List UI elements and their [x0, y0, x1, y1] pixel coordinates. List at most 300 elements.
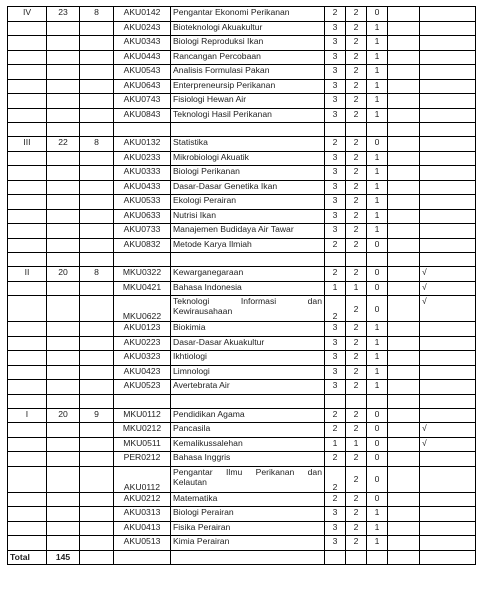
empty-cell: [388, 253, 420, 267]
course-row: [8, 108, 476, 123]
check-mark: [420, 507, 476, 522]
sks-total: 2: [325, 296, 346, 322]
check-mark: [420, 94, 476, 109]
course-row: [8, 296, 476, 322]
empty-cell: [388, 209, 420, 224]
curriculum-table: [7, 6, 476, 565]
course-row: [8, 466, 476, 492]
empty-cell: [388, 267, 420, 282]
empty-cell: [8, 123, 47, 137]
sks-total: 3: [325, 21, 346, 36]
sks-theory: 2: [346, 296, 367, 322]
sks-practice: 1: [367, 224, 388, 239]
empty-cell: [47, 507, 80, 522]
empty-cell: [47, 180, 80, 195]
empty-cell: [8, 79, 47, 94]
empty-cell: [47, 238, 80, 253]
course-row: [8, 336, 476, 351]
empty-cell: [325, 394, 346, 408]
empty-cell: [80, 151, 114, 166]
check-mark: [420, 322, 476, 337]
sks-theory: 2: [346, 492, 367, 507]
course-row: [8, 536, 476, 551]
empty-cell: [8, 65, 47, 80]
course-row: [8, 452, 476, 467]
course-name: Pendidikan Agama: [171, 408, 325, 423]
course-code: AKU0233: [114, 151, 171, 166]
course-row: [8, 166, 476, 181]
check-mark: [420, 180, 476, 195]
empty-cell: [388, 492, 420, 507]
course-code: AKU0643: [114, 79, 171, 94]
sks-theory: 2: [346, 79, 367, 94]
sks-theory: 2: [346, 408, 367, 423]
course-code: MKU0421: [114, 281, 171, 296]
check-mark: √: [420, 281, 476, 296]
empty-cell: [8, 322, 47, 337]
course-name: Dasar-Dasar Genetika Ikan: [171, 180, 325, 195]
empty-cell: [388, 137, 420, 152]
check-mark: √: [420, 423, 476, 438]
course-code: AKU0123: [114, 322, 171, 337]
empty-cell: [388, 507, 420, 522]
check-mark: [420, 36, 476, 51]
empty-cell: [80, 209, 114, 224]
course-name: Kemalikussalehan: [171, 437, 325, 452]
sks-total: 3: [325, 380, 346, 395]
sks-theory: 2: [346, 507, 367, 522]
course-name-line: [173, 296, 322, 306]
empty-cell: [47, 123, 80, 137]
empty-cell: [388, 437, 420, 452]
sks-practice: 0: [367, 408, 388, 423]
course-name-word: Perikanan: [255, 466, 295, 477]
empty-cell: [80, 437, 114, 452]
empty-cell: [8, 36, 47, 51]
check-mark: [420, 492, 476, 507]
course-name: Pengantar Ekonomi Perikanan: [171, 7, 325, 22]
sks-total: 2: [325, 267, 346, 282]
empty-cell: [388, 50, 420, 65]
course-name: Biologi Perikanan: [171, 166, 325, 181]
empty-cell: [80, 365, 114, 380]
empty-cell: [388, 351, 420, 366]
empty-cell: [80, 296, 114, 322]
sks-theory: 2: [346, 536, 367, 551]
course-code: AKU0243: [114, 21, 171, 36]
empty-cell: [388, 408, 420, 423]
empty-cell: [388, 296, 420, 322]
empty-cell: [47, 380, 80, 395]
empty-cell: [47, 151, 80, 166]
empty-cell: [80, 94, 114, 109]
empty-cell: [80, 521, 114, 536]
sks-theory: 2: [346, 209, 367, 224]
course-code: AKU0843: [114, 108, 171, 123]
course-code: AKU0633: [114, 209, 171, 224]
course-name-word: Pengantar: [173, 466, 213, 477]
empty-cell: [47, 394, 80, 408]
check-mark: [420, 536, 476, 551]
empty-cell: [388, 65, 420, 80]
course-name: Biologi Reproduksi Ikan: [171, 36, 325, 51]
sks-total: 3: [325, 50, 346, 65]
course-name-line: Kelautan: [173, 476, 207, 487]
empty-cell: [388, 423, 420, 438]
empty-cell: [47, 209, 80, 224]
sks-total: 3: [325, 94, 346, 109]
empty-cell: [47, 79, 80, 94]
course-name: Biologi Perairan: [171, 507, 325, 522]
sks-total: 2: [325, 137, 346, 152]
sks-practice: 1: [367, 50, 388, 65]
course-code: MKU0322: [114, 267, 171, 282]
course-name: Statistika: [171, 137, 325, 152]
spacer-row: [8, 394, 476, 408]
check-mark: [420, 466, 476, 492]
sks-practice: 0: [367, 137, 388, 152]
check-mark: [420, 65, 476, 80]
sks-practice: 1: [367, 79, 388, 94]
empty-cell: [47, 452, 80, 467]
empty-cell: [8, 195, 47, 210]
course-row: [8, 437, 476, 452]
empty-cell: [171, 253, 325, 267]
empty-cell: [388, 336, 420, 351]
sks-theory: 2: [346, 151, 367, 166]
course-code: AKU0323: [114, 351, 171, 366]
check-mark: [420, 408, 476, 423]
course-name: Biokimia: [171, 322, 325, 337]
empty-cell: [8, 209, 47, 224]
sks-total: 3: [325, 195, 346, 210]
sks-theory: 2: [346, 36, 367, 51]
course-name-line: [173, 467, 322, 477]
course-count-cell: 9: [80, 408, 114, 423]
empty-cell: [8, 108, 47, 123]
course-row: [8, 209, 476, 224]
course-code: MKU0212: [114, 423, 171, 438]
empty-cell: [8, 224, 47, 239]
course-name: Kewarganegaraan: [171, 267, 325, 282]
empty-cell: [171, 123, 325, 137]
empty-cell: [346, 394, 367, 408]
sks-total: 3: [325, 224, 346, 239]
empty-cell: [171, 394, 325, 408]
sks-practice: 1: [367, 151, 388, 166]
empty-cell: [325, 123, 346, 137]
empty-cell: [388, 550, 420, 564]
sks-total: 3: [325, 521, 346, 536]
sks-total: 3: [325, 507, 346, 522]
empty-cell: [388, 108, 420, 123]
course-row: [8, 365, 476, 380]
check-mark: √: [420, 267, 476, 282]
course-row: [8, 21, 476, 36]
sks-theory: 2: [346, 108, 367, 123]
empty-cell: [388, 365, 420, 380]
empty-cell: [80, 50, 114, 65]
empty-cell: [388, 195, 420, 210]
empty-cell: [47, 65, 80, 80]
empty-cell: [47, 50, 80, 65]
course-code: AKU0413: [114, 521, 171, 536]
course-code: AKU0313: [114, 507, 171, 522]
course-row: [8, 322, 476, 337]
course-code: AKU0743: [114, 94, 171, 109]
check-mark: √: [420, 296, 476, 322]
empty-cell: [388, 123, 420, 137]
sks-total: 2: [325, 466, 346, 492]
check-mark: √: [420, 437, 476, 452]
empty-cell: [47, 296, 80, 322]
course-name-word: dan: [307, 296, 322, 306]
course-row: [8, 380, 476, 395]
empty-cell: [80, 466, 114, 492]
course-name: Analisis Formulasi Pakan: [171, 65, 325, 80]
sks-total-cell: 23: [47, 7, 80, 22]
empty-cell: [80, 351, 114, 366]
course-row: [8, 521, 476, 536]
semester-cell: II: [8, 267, 47, 282]
empty-cell: [388, 466, 420, 492]
check-mark: [420, 7, 476, 22]
sks-practice: 1: [367, 507, 388, 522]
sks-theory: 2: [346, 351, 367, 366]
empty-cell: [47, 108, 80, 123]
course-row: [8, 151, 476, 166]
check-mark: [420, 380, 476, 395]
course-code: AKU0523: [114, 380, 171, 395]
sks-theory: 2: [346, 94, 367, 109]
course-code: AKU0533: [114, 195, 171, 210]
sks-theory: 2: [346, 336, 367, 351]
check-mark: [420, 521, 476, 536]
check-mark: [420, 224, 476, 239]
sks-practice: 1: [367, 351, 388, 366]
course-name: [171, 466, 325, 492]
empty-cell: [80, 380, 114, 395]
sks-theory: 2: [346, 224, 367, 239]
empty-cell: [8, 507, 47, 522]
empty-cell: [8, 380, 47, 395]
check-mark: [420, 452, 476, 467]
check-mark: [420, 195, 476, 210]
sks-practice: 1: [367, 180, 388, 195]
check-mark: [420, 137, 476, 152]
sks-theory: 2: [346, 466, 367, 492]
empty-cell: [388, 151, 420, 166]
empty-cell: [388, 79, 420, 94]
sks-practice: 0: [367, 492, 388, 507]
sks-total: 3: [325, 36, 346, 51]
course-code: AKU0423: [114, 365, 171, 380]
empty-cell: [80, 21, 114, 36]
empty-cell: [8, 336, 47, 351]
empty-cell: [325, 550, 346, 564]
course-row: [8, 351, 476, 366]
sks-theory: 2: [346, 267, 367, 282]
sks-total: 3: [325, 65, 346, 80]
empty-cell: [80, 36, 114, 51]
check-mark: [420, 365, 476, 380]
empty-cell: [8, 50, 47, 65]
sks-total: 3: [325, 536, 346, 551]
course-code: AKU0543: [114, 65, 171, 80]
empty-cell: [8, 166, 47, 181]
course-name: Matematika: [171, 492, 325, 507]
empty-cell: [47, 322, 80, 337]
empty-cell: [47, 224, 80, 239]
sks-practice: 0: [367, 238, 388, 253]
sks-practice: 0: [367, 296, 388, 322]
sks-practice: 1: [367, 21, 388, 36]
course-row: [8, 36, 476, 51]
sks-theory: 2: [346, 521, 367, 536]
sks-theory: 2: [346, 380, 367, 395]
course-name: Fisiologi Hewan Air: [171, 94, 325, 109]
course-name-word: Teknologi: [173, 296, 210, 306]
course-code: AKU0832: [114, 238, 171, 253]
spacer-row: [8, 123, 476, 137]
course-name-word: dan: [307, 466, 322, 477]
course-code: AKU0142: [114, 7, 171, 22]
empty-cell: [388, 380, 420, 395]
empty-cell: [47, 166, 80, 181]
course-name-word: Ilmu: [226, 466, 243, 477]
empty-cell: [388, 322, 420, 337]
empty-cell: [8, 521, 47, 536]
empty-cell: [80, 166, 114, 181]
sks-total: 3: [325, 108, 346, 123]
empty-cell: [346, 253, 367, 267]
check-mark: [420, 336, 476, 351]
sks-total: 2: [325, 492, 346, 507]
empty-cell: [47, 36, 80, 51]
sks-theory: 2: [346, 322, 367, 337]
course-count-cell: 8: [80, 7, 114, 22]
empty-cell: [388, 36, 420, 51]
empty-cell: [8, 437, 47, 452]
empty-cell: [388, 452, 420, 467]
course-row: [8, 507, 476, 522]
course-name: Metode Karya Ilmiah: [171, 238, 325, 253]
empty-cell: [47, 365, 80, 380]
empty-cell: [47, 466, 80, 492]
sks-practice: 1: [367, 36, 388, 51]
sks-practice: 1: [367, 336, 388, 351]
empty-cell: [47, 281, 80, 296]
sks-practice: 0: [367, 452, 388, 467]
total-value: 145: [47, 550, 80, 564]
empty-cell: [325, 253, 346, 267]
course-code: AKU0132: [114, 137, 171, 152]
course-code: AKU0212: [114, 492, 171, 507]
empty-cell: [388, 224, 420, 239]
sks-total: 2: [325, 238, 346, 253]
sks-theory: 2: [346, 365, 367, 380]
sks-theory: 2: [346, 65, 367, 80]
sks-total-cell: 20: [47, 408, 80, 423]
course-row: [8, 408, 476, 423]
empty-cell: [367, 550, 388, 564]
course-row: [8, 224, 476, 239]
empty-cell: [367, 253, 388, 267]
check-mark: [420, 50, 476, 65]
empty-cell: [80, 65, 114, 80]
empty-cell: [80, 224, 114, 239]
course-code: AKU0223: [114, 336, 171, 351]
course-row: [8, 195, 476, 210]
empty-cell: [114, 253, 171, 267]
empty-cell: [367, 394, 388, 408]
total-label: Total: [8, 550, 47, 564]
sks-practice: 1: [367, 65, 388, 80]
sks-theory: 1: [346, 437, 367, 452]
empty-cell: [171, 550, 325, 564]
sks-total: 1: [325, 437, 346, 452]
check-mark: [420, 166, 476, 181]
sks-theory: 2: [346, 50, 367, 65]
empty-cell: [47, 423, 80, 438]
empty-cell: [388, 238, 420, 253]
sks-total: 2: [325, 408, 346, 423]
sks-theory: 2: [346, 423, 367, 438]
sks-practice: 1: [367, 94, 388, 109]
sks-total: 1: [325, 281, 346, 296]
check-mark: [420, 151, 476, 166]
course-code: MKU0622: [114, 296, 171, 322]
empty-cell: [388, 7, 420, 22]
empty-cell: [8, 151, 47, 166]
empty-cell: [8, 492, 47, 507]
empty-cell: [8, 466, 47, 492]
empty-cell: [47, 21, 80, 36]
course-name: Avertebrata Air: [171, 380, 325, 395]
empty-cell: [47, 492, 80, 507]
course-count-cell: 8: [80, 267, 114, 282]
course-count-cell: 8: [80, 137, 114, 152]
sks-total: 3: [325, 209, 346, 224]
empty-cell: [114, 550, 171, 564]
sks-total: 2: [325, 452, 346, 467]
empty-cell: [80, 507, 114, 522]
course-row: [8, 180, 476, 195]
sks-total-cell: 22: [47, 137, 80, 152]
course-name-word: Informasi: [240, 296, 277, 306]
course-name: Bahasa Inggris: [171, 452, 325, 467]
course-name: Kimia Perairan: [171, 536, 325, 551]
sks-total: 3: [325, 351, 346, 366]
empty-cell: [388, 166, 420, 181]
total-row: [8, 550, 476, 564]
empty-cell: [47, 437, 80, 452]
sks-theory: 2: [346, 21, 367, 36]
empty-cell: [388, 281, 420, 296]
sks-theory: 2: [346, 195, 367, 210]
empty-cell: [420, 253, 476, 267]
empty-cell: [80, 536, 114, 551]
sks-theory: 2: [346, 166, 367, 181]
course-row: [8, 238, 476, 253]
empty-cell: [80, 123, 114, 137]
course-name: Mikrobiologi Akuatik: [171, 151, 325, 166]
empty-cell: [80, 394, 114, 408]
empty-cell: [47, 351, 80, 366]
empty-cell: [388, 94, 420, 109]
course-name-line: Kewirausahaan: [173, 306, 233, 316]
course-name: Enterpreneursip Perikanan: [171, 79, 325, 94]
